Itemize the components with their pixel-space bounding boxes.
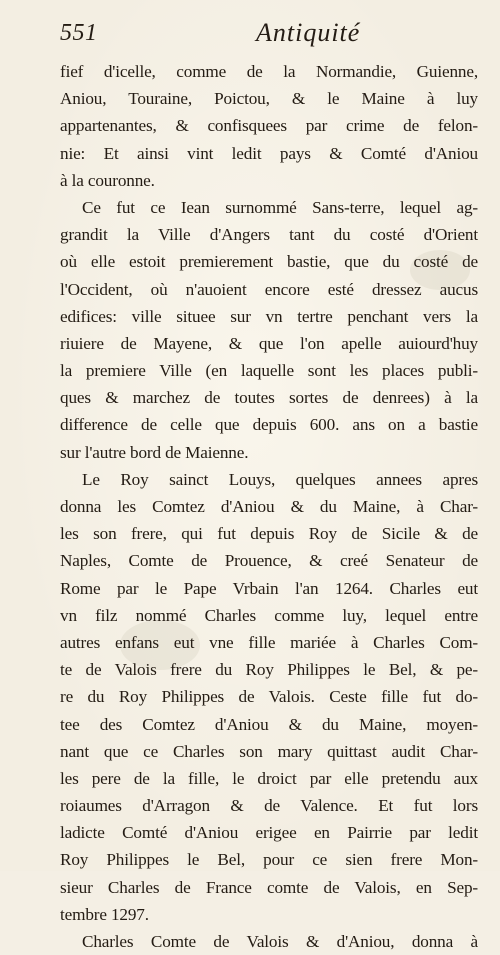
paragraph-start-line: Ce fut ce Iean surnommé Sans-terre, lequel ag- <box>82 197 478 217</box>
text-line: nie: Et ainsi vint ledit pays & Comté d'Aniou <box>60 143 478 163</box>
text-line: ques & marchez de toutes sortes de denrees) à la <box>60 388 478 408</box>
text-line: ladicte Comté d'Aniou erigee en Pairrie par ledit <box>60 823 478 843</box>
text-line: tee des Comtez d'Aniou & du Maine, moyen- <box>60 714 478 734</box>
text-line: Rome par le Pape Vrbain l'an 1264. Charles eut <box>60 578 478 598</box>
text-line: Roy Philippes le Bel, pour ce sien frere Mon- <box>60 850 478 870</box>
text-line: à la couronne. <box>60 170 155 190</box>
paragraph-start-line: Le Roy sainct Louys, quelques annees apres <box>82 469 478 489</box>
text-line: sur l'autre bord de Maienne. <box>60 442 249 462</box>
text-line: où elle estoit premierement bastie, que du costé de <box>60 252 478 272</box>
text-line: donna les Comtez d'Aniou & du Maine, à Char- <box>60 497 478 516</box>
text-line: re du Roy Philippes de Valois. Ceste fille fut do- <box>60 687 478 707</box>
paragraph-start-line: Charles Comte de Valois & d'Aniou, donna à <box>82 932 478 951</box>
text-line: les pere de la fille, le droict par elle pretendu aux <box>60 768 478 788</box>
text-line: te de Valois frere du Roy Philippes le Bel, & pe- <box>60 660 478 680</box>
text-line: difference de celle que depuis 600. ans on a bastie <box>60 415 478 435</box>
text-line: nant que ce Charles son mary quittast audit Char- <box>60 741 478 761</box>
text-line: Naples, Comte de Prouence, & creé Senateur de <box>60 551 478 571</box>
text-line: tembre 1297. <box>60 904 149 924</box>
text-line: fief d'icelle, comme de la Normandie, Guienne, <box>60 62 478 81</box>
text-line: Aniou, Touraine, Poictou, & le Maine à luy <box>60 89 478 109</box>
text-line: grandit la Ville d'Angers tant du costé d'Orient <box>60 225 478 245</box>
text-line: vn filz nommé Charles comme luy, lequel entre <box>60 605 478 625</box>
text-line: les son frere, qui fut depuis Roy de Sicile & de <box>60 524 478 544</box>
text-line: edifices: ville situee sur vn tertre penchant vers la <box>60 306 478 326</box>
body-text <box>60 58 478 955</box>
text-line: l'Occident, où n'auoient encore esté dressez aucus <box>60 279 478 299</box>
text-line: riuiere de Mayene, & que l'on apelle auiourd'huy <box>60 333 478 353</box>
text-line: appartenantes, & confisquees par crime de felon- <box>60 116 478 136</box>
running-head: Antiquité <box>256 18 361 47</box>
text-line: la premiere Ville (en laquelle sont les places publi- <box>60 361 478 381</box>
text-line: sieur Charles de France comte de Valois, en Sep- <box>60 877 478 897</box>
text-line: autres enfans eut vne fille mariée à Charles Com- <box>60 632 478 652</box>
page-header <box>60 14 480 54</box>
text-line: roiaumes d'Arragon & de Valence. Et fut lors <box>60 796 478 816</box>
page-number: 551 <box>60 20 98 46</box>
